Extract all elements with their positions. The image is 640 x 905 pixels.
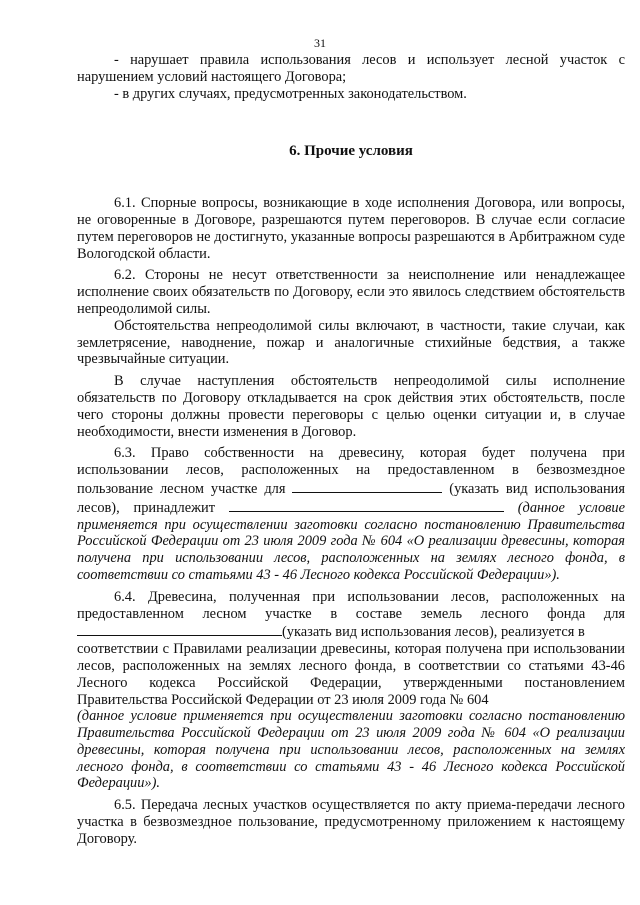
- clause-6-1: 6.1. Спорные вопросы, возникающие в ходе исполнения Договора, или вопросы, не оговоренные в Договоре, разрешаются путем переговоров. В случае если согласие путем переговоров не достигнуто, указанные вопросы разрешаются в Арбитражном суде Вологодской области.: [77, 195, 625, 262]
- clause-6-2: 6.2. Стороны не несут ответственности за неисполнение или ненадлежащее исполнение своих обязательств по Договору, если это явилось следствием обстоятельств непреодолимой силы.: [77, 267, 625, 317]
- blank-owner: [229, 498, 504, 512]
- list-item-violation: - нарушает правила использования лесов и использует лесной участок с нарушением условий настоящего Договора;: [77, 52, 625, 85]
- clause-6-4-line-1: 6.4. Древесина, полученная при использовании лесов, расположенных на: [114, 588, 625, 605]
- force-majeure-procedure: В случае наступления обстоятельств непреодолимой силы исполнение обязательств по Договору откладывается на срок действия этих обстоятельств, после чего стороны должны провести переговоры с целью оценки ситуации и, в случае необходимости, внести изменения в Договор.: [77, 373, 625, 440]
- page-number: 31: [314, 36, 326, 50]
- clause-6-3-line-1: 6.3. Право собственности на древесину, которая будет получена при: [114, 445, 625, 462]
- blank-use-type-2: [77, 622, 282, 636]
- clause-6-3-text-c: лесов), принадлежит: [77, 499, 216, 516]
- clause-6-5: 6.5. Передача лесных участков осуществляется по акту приема-передачи лесного участка в безвозмездное пользование, предусмотренному приложением к настоящему Договору.: [77, 797, 625, 847]
- clause-6-3-italic-note: применяется при осуществлении заготовки согласно постановлению Правительства Российской Федерации от 23 июля 2009 года № 604 «О реализации древесины, которая получена при использовании лесов, расположенных на землях лесного фонда, в соответствии со статьями 43 - 46 Лесного кодекса Российской Федерации»).: [77, 516, 625, 583]
- clause-6-4-italic-note: (данное условие применяется при осуществлении заготовки согласно постановлению Правительства Российской Федерации от 23 июля 2009 года № 604 «О реализации древесины, которая получена при использовании лесов, расположенных на землях лесного фонда, в соответствии со статьями 43 - 46 Лесного кодекса Российской Федерации»).: [77, 708, 625, 792]
- clause-6-4-line-2: предоставленном лесном участке в составе земель лесного фонда для: [77, 605, 625, 622]
- force-majeure-definition: Обстоятельства непреодолимой силы включают, в частности, такие случаи, как землетрясение, наводнение, пожар и аналогичные стихийные бедствия, а также чрезвычайные ситуации.: [77, 317, 625, 368]
- clause-6-3-line-2: использовании лесов, расположенных на предоставленном в безвозмездное: [77, 462, 625, 479]
- clause-6-3-line-4: [77, 498, 625, 517]
- clause-6-4: [77, 589, 625, 793]
- blank-use-type: [292, 479, 442, 493]
- clause-6-3-line-3: [77, 479, 625, 498]
- list-item-other-cases: - в других случаях, предусмотренных законодательством.: [114, 85, 467, 102]
- clause-6-3-text-b: (указать вид использования: [449, 480, 625, 497]
- section-title: 6. Прочие условия: [289, 143, 413, 160]
- clause-6-3-text-d: (данное условие: [517, 499, 625, 516]
- clause-6-4-text: соответствии с Правилами реализации древесины, которая получена при использовании лесов, расположенных на землях лесного фонда, в соответствии со статьями 43-46 Лесного кодекса Российской Федерации, утвержденными постановлением Правительства Российской Федерации от 23 июля 2009 года № 604: [77, 641, 625, 708]
- clause-6-3: [77, 445, 625, 583]
- clause-6-4-text-b: (указать вид использования лесов), реализуется в: [282, 624, 585, 641]
- clause-6-3-text-a: пользование лесном участке для: [77, 480, 286, 497]
- clause-6-4-line-3: [77, 622, 625, 641]
- document-body: [77, 52, 625, 848]
